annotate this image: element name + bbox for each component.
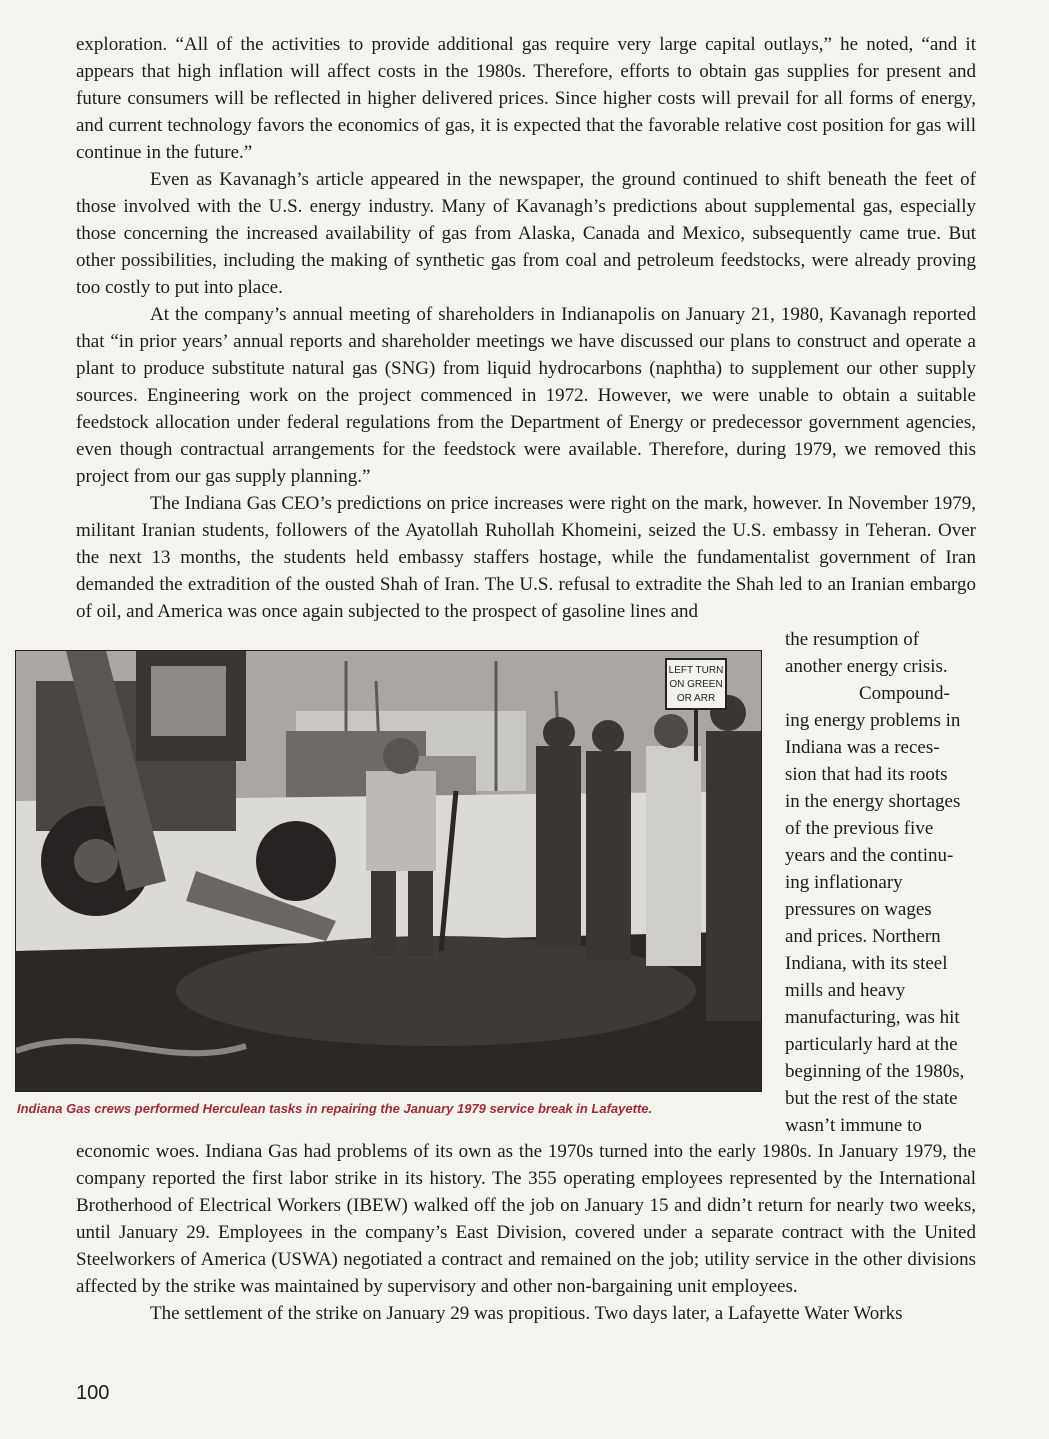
side-line: pressures on wages bbox=[785, 899, 932, 920]
side-line: and prices. Northern bbox=[785, 926, 941, 947]
side-line: wasn’t immune to bbox=[785, 1115, 922, 1136]
body-text-top bbox=[76, 31, 976, 625]
side-line: Indiana was a reces- bbox=[785, 737, 940, 758]
paragraph: The Indiana Gas CEO’s predictions on price increases were right on the mark, however. In November 1979, militant Iranian students, followers of the Ayatollah Ruhollah Khomeini, seized the U.S. embassy in Teheran. Over the next 13 months, the students held embassy staffers hostage, while the fundamentalist government of Iran demanded the extradition of the ousted Shah of Iran. The U.S. refusal to extradite the Shah led to an Iranian embargo of oil, and America was once again subjected to the prospect of gasoline lines and bbox=[76, 493, 976, 622]
paragraph: economic woes. Indiana Gas had problems of its own as the 1970s turned into the early 1980s. In January 1979, the company reported the first labor strike in its history. The 355 operating employees represented by the International Brotherhood of Electrical Workers (IBEW) walked off the job on January 15 and didn’t return for nearly two weeks, until January 29. Employees in the company’s East Division, covered under a separate contract with the United Steelworkers of America (USWA) negotiated a contract and remained on the job; utility service in the other divisions affected by the strike was maintained by supervisory and other non-bargaining unit employees. bbox=[76, 1141, 976, 1297]
side-line: Compound- bbox=[859, 683, 950, 704]
photo-caption: Indiana Gas crews performed Herculean tasks in repairing the January 1979 service break in Lafayette. bbox=[17, 1101, 653, 1116]
side-line: another energy crisis. bbox=[785, 656, 948, 677]
side-line: mills and heavy bbox=[785, 980, 906, 1001]
side-line: of the previous five bbox=[785, 818, 934, 839]
sign-line-3: OR ARR bbox=[676, 693, 716, 704]
body-text-bottom bbox=[76, 1138, 976, 1327]
paragraph: The settlement of the strike on January 29 was propitious. Two days later, a Lafayette Water Works bbox=[150, 1303, 903, 1324]
side-line: beginning of the 1980s, bbox=[785, 1061, 965, 1082]
side-line: in the energy shortages bbox=[785, 791, 961, 812]
sign-line-1: LEFT TURN bbox=[668, 665, 724, 676]
side-column-text bbox=[785, 626, 975, 1139]
paragraph: Even as Kavanagh’s article appeared in the newspaper, the ground continued to shift beneath the feet of those involved with the U.S. energy industry. Many of Kavanagh’s predictions about supplemental gas, especially those concerning the increased availability of gas from Alaska, Canada and Mexico, subsequently came true. But other possibilities, including the making of synthetic gas from coal and petroleum feedstocks, were already proving too costly to put into place. bbox=[76, 169, 976, 298]
side-line: manufacturing, was hit bbox=[785, 1007, 960, 1028]
page-number: 100 bbox=[76, 1382, 110, 1404]
side-line: Indiana, with its steel bbox=[785, 953, 948, 974]
side-line: the resumption of bbox=[785, 629, 920, 650]
repair-crew-photo bbox=[15, 650, 762, 1092]
side-line: particularly hard at the bbox=[785, 1034, 958, 1055]
side-line: sion that had its roots bbox=[785, 764, 948, 785]
side-line: years and the continu- bbox=[785, 845, 954, 866]
side-line: ing energy problems in bbox=[785, 710, 961, 731]
sign-line-2: ON GREEN bbox=[669, 679, 723, 690]
side-line: but the rest of the state bbox=[785, 1088, 958, 1109]
side-line: ing inflationary bbox=[785, 872, 903, 893]
paragraph: At the company’s annual meeting of shareholders in Indianapolis on January 21, 1980, Kavanagh reported that “in prior years’ annual reports and shareholder meetings we have discussed our plans to construct and operate a plant to produce substitute natural gas (SNG) from liquid hydrocarbons (naphtha) to supplement our other supply sources. Engineering work on the project commenced in 1972. However, we were unable to obtain a suitable feedstock allocation under federal regulations from the Department of Energy or predecessor government agencies, even though contractual arrangements for the feedstock were available. Therefore, during 1979, we removed this project from our gas supply planning.” bbox=[76, 304, 976, 487]
paragraph: exploration. “All of the activities to provide additional gas require very large capital outlays,” he noted, “and it appears that high inflation will affect costs in the 1980s. Therefore, efforts to obtain gas supplies for present and future consumers will be reflected in higher delivered prices. Since higher costs will prevail for all forms of energy, and current technology favors the economics of gas, it is expected that the favorable relative cost position for gas will continue in the future.” bbox=[76, 34, 976, 163]
